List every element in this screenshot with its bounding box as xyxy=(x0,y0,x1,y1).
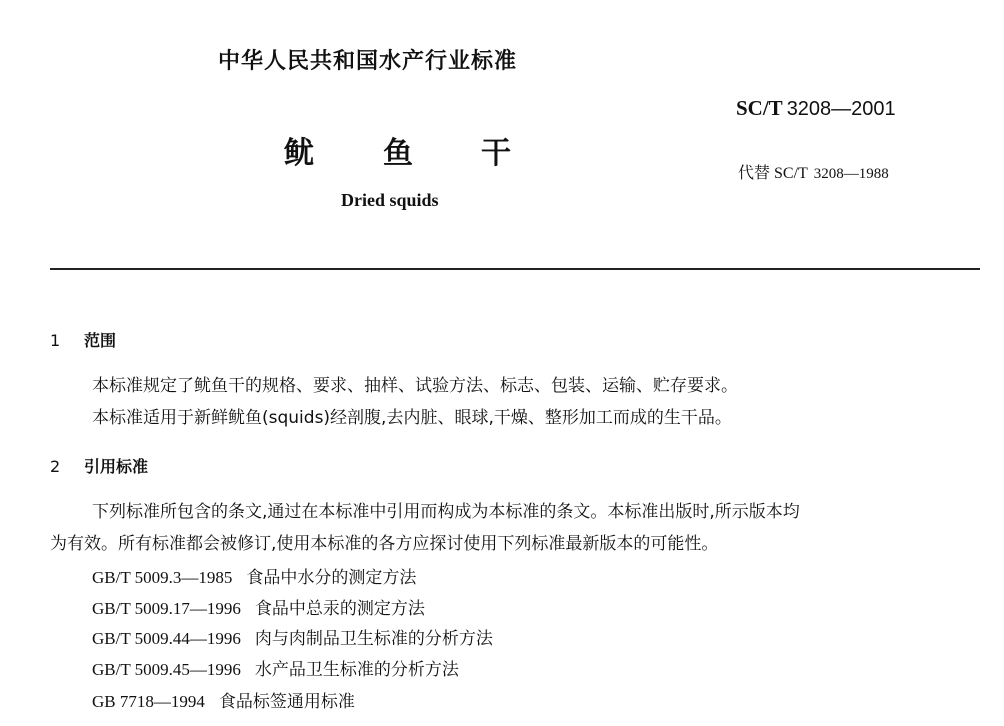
reference-item xyxy=(92,563,416,588)
standard-code xyxy=(736,96,896,121)
reference-code: GB/T 5009.45—1996 xyxy=(92,660,241,679)
reference-code: GB/T 5009.44—1996 xyxy=(92,629,241,648)
reference-title: 食品中总汞的测定方法 xyxy=(254,599,425,619)
standard-number: 3208—2001 xyxy=(786,98,896,120)
section-title: 引用标准 xyxy=(84,457,149,476)
replaces-label: 代替 SC/T xyxy=(738,165,808,182)
document-title-char-2: 鱼 xyxy=(383,136,413,171)
scope-paragraph-1: 本标准规定了鱿鱼干的规格、要求、抽样、试验方法、标志、包装、运输、贮存要求。 xyxy=(92,376,738,396)
reference-item xyxy=(92,624,493,649)
references-paragraph-line-1: 下列标准所包含的条文,通过在本标准中引用而构成为本标准的条文。本标准出版时,所示版本均 xyxy=(92,502,800,522)
section-number: 1 xyxy=(50,331,61,350)
reference-code: GB 7718—1994 xyxy=(92,692,205,711)
references-paragraph-line-2: 为有效。所有标准都会被修订,使用本标准的各方应探讨使用下列标准最新版本的可能性。 xyxy=(50,534,719,554)
section-heading-references xyxy=(50,454,148,477)
document-title-char-1: 鱿 xyxy=(284,136,314,171)
document-title-char-3: 干 xyxy=(481,136,511,171)
replaces-number: 3208—1988 xyxy=(813,166,889,182)
reference-code: GB/T 5009.3—1985 xyxy=(92,568,233,587)
english-title: Dried squids xyxy=(341,190,439,210)
section-heading-scope xyxy=(50,328,116,351)
reference-item xyxy=(92,687,355,712)
reference-title: 水产品卫生标准的分析方法 xyxy=(254,660,459,680)
scope-paragraph-2: 本标准适用于新鲜鱿鱼(squids)经剖腹,去内脏、眼球,干燥、整形加工而成的生干品。 xyxy=(92,408,732,428)
reference-item xyxy=(92,655,459,680)
reference-title: 食品中水分的测定方法 xyxy=(246,568,417,588)
reference-title: 食品标签通用标准 xyxy=(218,692,355,712)
standard-prefix: SC/T xyxy=(736,96,783,120)
section-title: 范围 xyxy=(84,331,117,350)
reference-title: 肉与肉制品卫生标准的分析方法 xyxy=(254,629,493,649)
reference-item xyxy=(92,594,425,619)
header-divider xyxy=(50,268,980,270)
replaces-standard xyxy=(738,160,889,183)
industry-standard-title: 中华人民共和国水产行业标准 xyxy=(218,49,518,74)
reference-code: GB/T 5009.17—1996 xyxy=(92,599,241,618)
section-number: 2 xyxy=(50,457,61,476)
